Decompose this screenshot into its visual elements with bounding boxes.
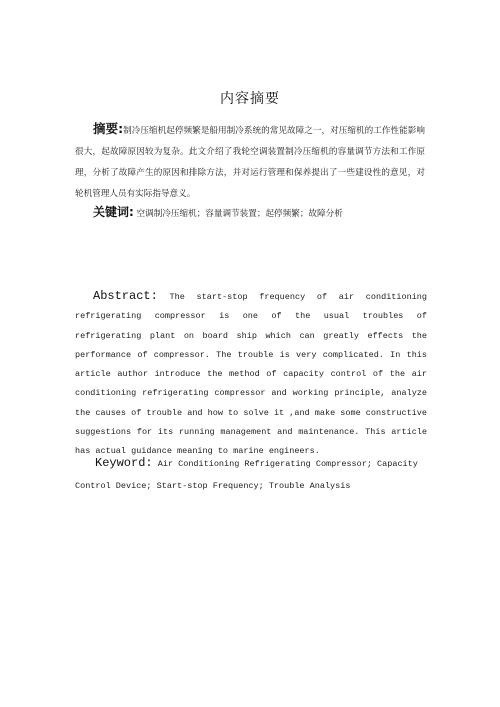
english-abstract xyxy=(75,287,427,462)
chinese-abstract-label: 摘要: xyxy=(93,121,124,136)
english-keywords-label: Keyword: xyxy=(95,456,153,470)
page-title: 内容摘要 xyxy=(220,91,280,107)
english-keywords xyxy=(75,452,430,497)
english-keywords-text: Air Conditioning Refrigerating Compressor; Capacity Control Device; Start-stop Frequency; Trouble Analysis xyxy=(75,459,418,491)
chinese-keywords-label: 关键词: xyxy=(93,205,134,219)
chinese-abstract xyxy=(75,118,425,205)
english-abstract-label: Abstract: xyxy=(93,289,158,303)
chinese-keywords xyxy=(93,203,433,223)
chinese-abstract-text: 制冷压缩机起停频繁是船用制冷系统的常见故障之一，对压缩机的工作性能影响很大，起故障原因较为复杂。此文介绍了我轮空调装置制冷压缩机的容量调节方法和工作原理，分析了故障产生的原因和排除方法，并对运行管理和保养提出了一些建设性的意见，对轮机管理人员有实际指导意义。 xyxy=(75,126,425,199)
english-abstract-text: The start-stop frequency of air conditioning refrigerating compressor is one of the usual troubles of refrigerating plant on board ship which can greatly effects the performance of compressor. The trouble is very complicated. In this article author introduce the method of capacity control of the air conditioning refrigerating compressor and working principle, analyze the causes of trouble and how to solve it ,and make some constructive suggestions for its running management and maintenance. This article has actual guidance meaning to marine engineers. xyxy=(75,292,428,457)
chinese-keywords-text: 空调制冷压缩机；容量调节装置；起停频繁；故障分析 xyxy=(136,209,343,219)
